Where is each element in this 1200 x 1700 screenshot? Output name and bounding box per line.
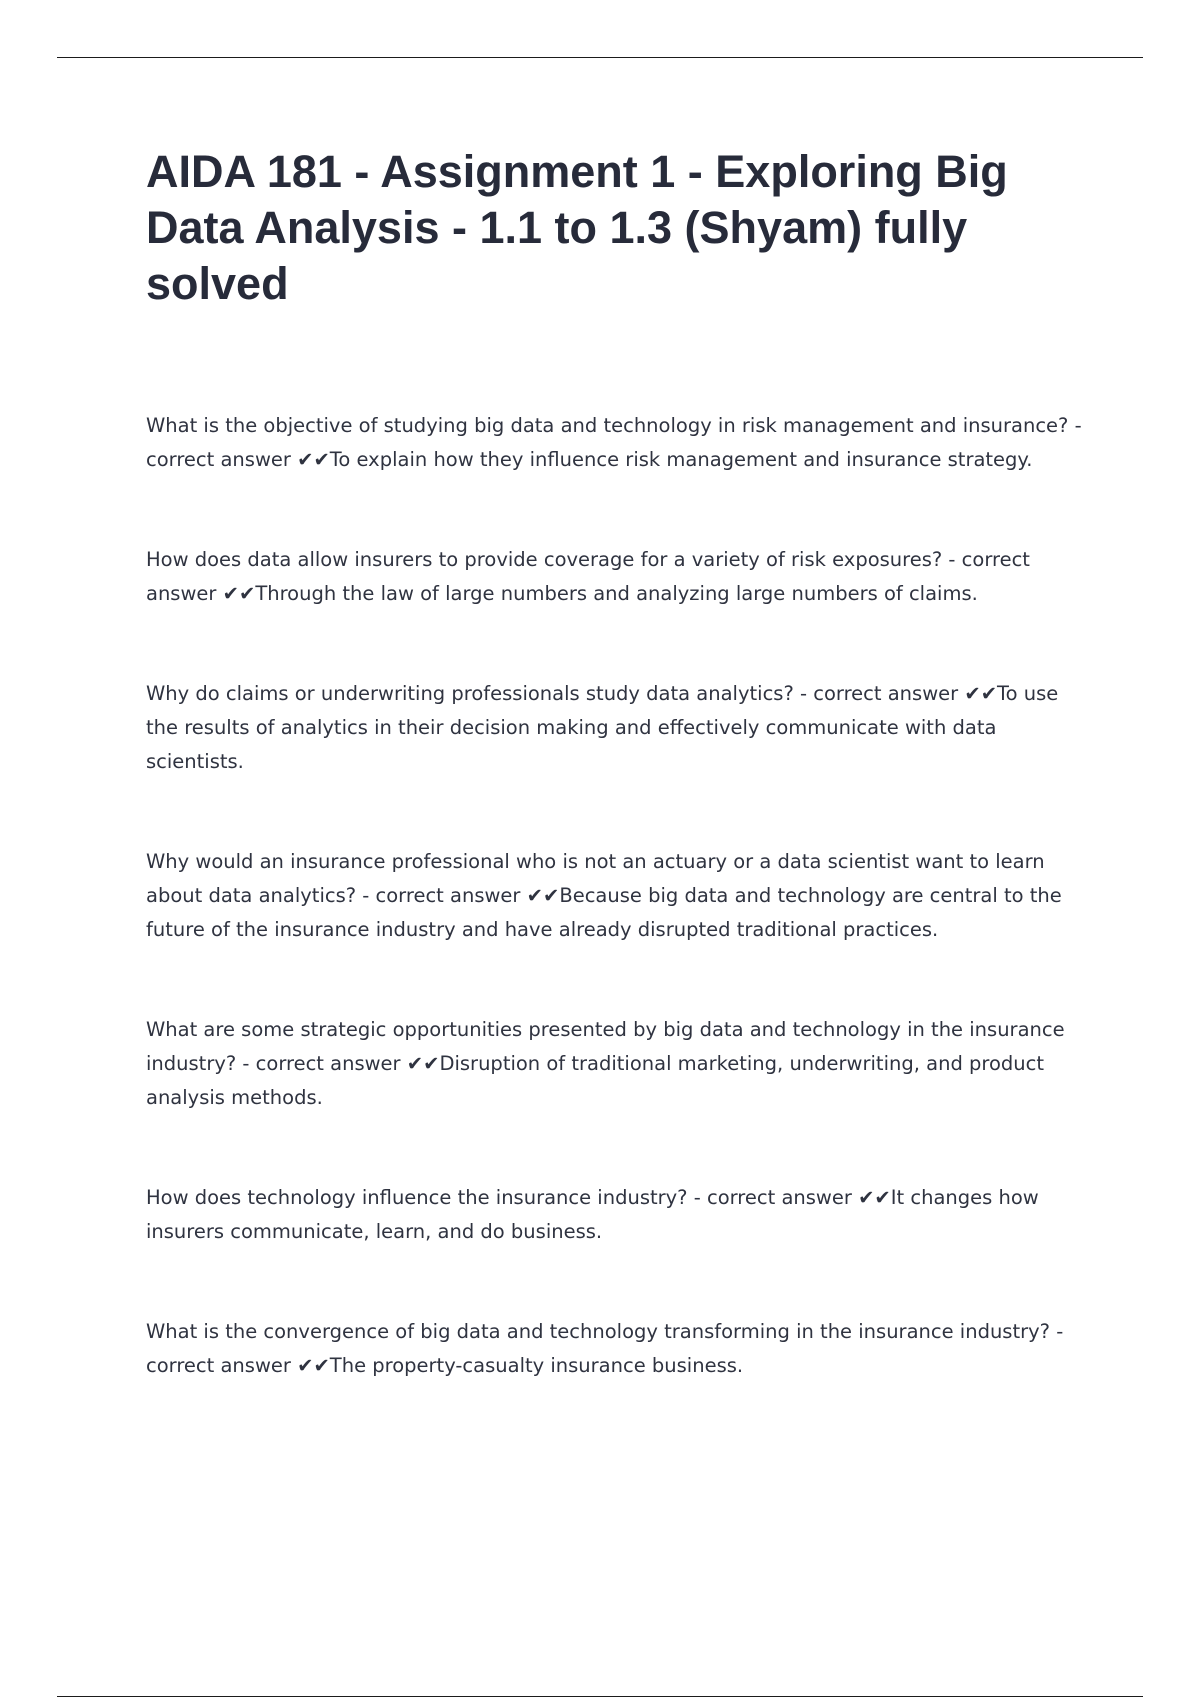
check-icon: ✔✔	[858, 1186, 891, 1209]
question-text: Why do claims or underwriting professionals study data analytics?	[146, 682, 794, 705]
check-icon: ✔✔	[406, 1052, 440, 1075]
answer-separator: - correct answer	[146, 1320, 1064, 1377]
answer-text: It changes how insurers communicate, learn, and do business.	[146, 1186, 1039, 1243]
answer-separator: - correct answer	[146, 548, 1030, 605]
document-title: AIDA 181 - Assignment 1 - Exploring Big Data Analysis - 1.1 to 1.3 (Shyam) fully solved	[146, 146, 1008, 309]
check-icon: ✔✔	[297, 448, 330, 471]
answer-text: To explain how they influence risk management and insurance strategy.	[329, 448, 1033, 471]
qa-list	[146, 409, 1086, 1383]
qa-item-4	[146, 845, 1086, 947]
check-icon: ✔✔	[297, 1354, 330, 1377]
answer-separator: - correct answer	[146, 414, 1082, 471]
answer-text: Disruption of traditional marketing, underwriting, and product analysis methods.	[146, 1052, 1045, 1109]
bottom-rule	[57, 1696, 1143, 1697]
top-rule	[57, 57, 1143, 58]
question-text: How does technology influence the insurance industry?	[146, 1186, 688, 1209]
answer-text: To use the results of analytics in their decision making and effectively communicate with data scientists.	[146, 682, 1059, 773]
answer-text: Through the law of large numbers and analyzing large numbers of claims.	[255, 582, 978, 605]
check-icon: ✔✔	[964, 682, 998, 705]
qa-item-5	[146, 1013, 1086, 1115]
question-text: What is the objective of studying big data and technology in risk management and insurance?	[146, 414, 1069, 437]
qa-item-3	[146, 677, 1086, 779]
question-text: What is the convergence of big data and technology transforming in the insurance industry?	[146, 1320, 1051, 1343]
answer-separator: - correct answer	[687, 1186, 859, 1209]
answer-text: The property-casualty insurance business.	[329, 1354, 744, 1377]
question-text: Why would an insurance professional who is not an actuary or a data scientist want to learn about data analytics?	[146, 850, 1045, 907]
qa-item-6	[146, 1181, 1086, 1249]
question-text: How does data allow insurers to provide coverage for a variety of risk exposures?	[146, 548, 943, 571]
check-icon: ✔✔	[222, 582, 256, 605]
answer-separator: - correct answer	[793, 682, 965, 705]
qa-item-7	[146, 1315, 1086, 1383]
qa-item-2	[146, 543, 1086, 611]
qa-item-1	[146, 409, 1086, 477]
check-icon: ✔✔	[526, 884, 560, 907]
answer-text: Because big data and technology are central to the future of the insurance industry and have already disrupted traditional practices.	[146, 884, 1062, 941]
document-body	[146, 144, 1086, 1449]
answer-separator: - correct answer	[236, 1052, 407, 1075]
answer-separator: - correct answer	[356, 884, 527, 907]
question-text: What are some strategic opportunities presented by big data and technology in the insurance industry?	[146, 1018, 1065, 1075]
